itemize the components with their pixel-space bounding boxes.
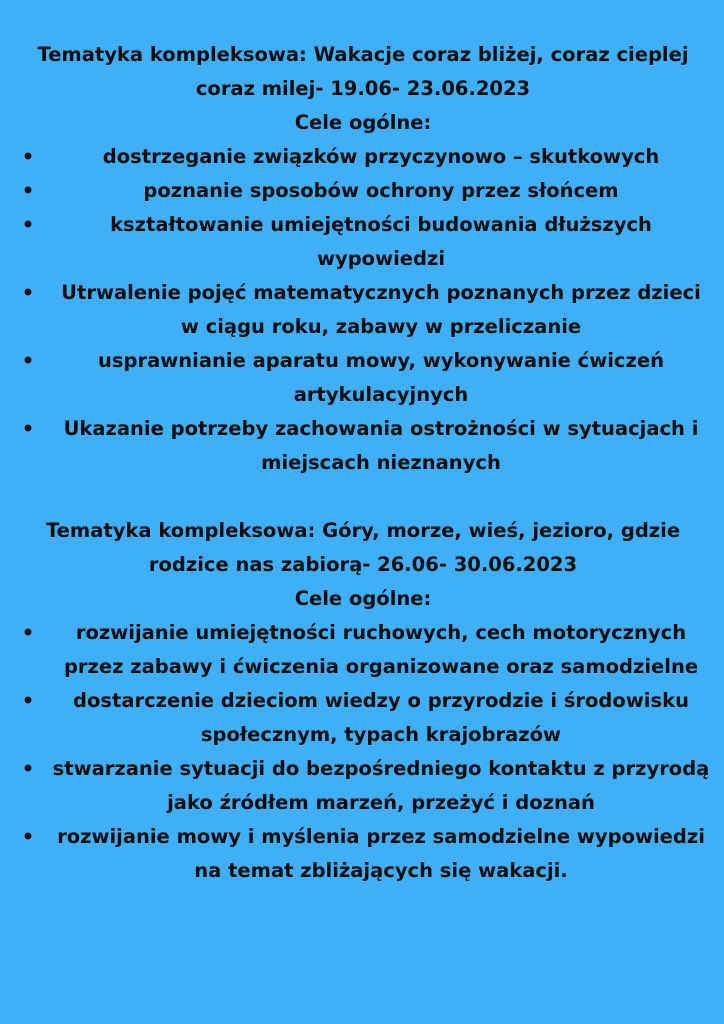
bullet-icon: • xyxy=(21,689,35,712)
goal-item xyxy=(12,276,714,344)
goal-text: rozwijanie mowy i myślenia przez samodzielne wypowiedzi na temat zbliżających się wakacji. xyxy=(57,825,705,882)
goal-text: dostrzeganie związków przyczynowo – skutkowych xyxy=(102,145,660,168)
goals-list xyxy=(12,616,714,888)
section-week-2 xyxy=(12,514,714,888)
bullet-icon: • xyxy=(21,417,35,440)
goal-text: kształtowanie umiejętności budowania dłuższych wypowiedzi xyxy=(110,213,652,270)
goal-item xyxy=(12,616,714,684)
goal-text: usprawnianie aparatu mowy, wykonywanie ćwiczeń artykulacyjnych xyxy=(98,349,664,406)
goal-text: stwarzanie sytuacji do bezpośredniego kontaktu z przyrodą jako źródłem marzeń, przeżyć i doznań xyxy=(52,757,710,814)
section-week-1 xyxy=(12,38,714,480)
bullet-icon: • xyxy=(21,349,35,372)
goal-item xyxy=(12,174,714,208)
bullet-icon: • xyxy=(21,757,35,780)
bullet-icon: • xyxy=(21,825,35,848)
goal-text: dostarczenie dzieciom wiedzy o przyrodzie i środowisku społecznym, typach krajobrazów xyxy=(73,689,689,746)
goal-item xyxy=(12,140,714,174)
section-heading: Tematyka kompleksowa: Wakacje coraz bliżej, coraz cieplej coraz milej- 19.06- 23.06.2023 xyxy=(37,43,689,100)
bullet-icon: • xyxy=(21,145,35,168)
bullet-icon: • xyxy=(21,213,35,236)
bullet-icon: • xyxy=(21,281,35,304)
goal-item xyxy=(12,412,714,480)
goals-list xyxy=(12,140,714,480)
goals-title: Cele ogólne: xyxy=(294,587,432,610)
bullet-icon: • xyxy=(21,179,35,202)
goal-text: Utrwalenie pojęć matematycznych poznanych przez dzieci w ciągu roku, zabawy w przeliczanie xyxy=(61,281,701,338)
bullet-icon: • xyxy=(21,621,35,644)
goal-text: Ukazanie potrzeby zachowania ostrożności w sytuacjach i miejscach nieznanych xyxy=(63,417,699,474)
goal-item xyxy=(12,752,714,820)
goal-item xyxy=(12,820,714,888)
goals-title: Cele ogólne: xyxy=(294,111,432,134)
goal-text: rozwijanie umiejętności ruchowych, cech motorycznych przez zabawy i ćwiczenia organizowane oraz samodzielne xyxy=(63,621,699,678)
goal-text: poznanie sposobów ochrony przez słońcem xyxy=(143,179,619,202)
section-heading: Tematyka kompleksowa: Góry, morze, wieś, jezioro, gdzie rodzice nas zabiorą- 26.06- 30.06.2023 xyxy=(45,519,681,576)
goal-item xyxy=(12,208,714,276)
goal-item xyxy=(12,344,714,412)
goal-item xyxy=(12,684,714,752)
